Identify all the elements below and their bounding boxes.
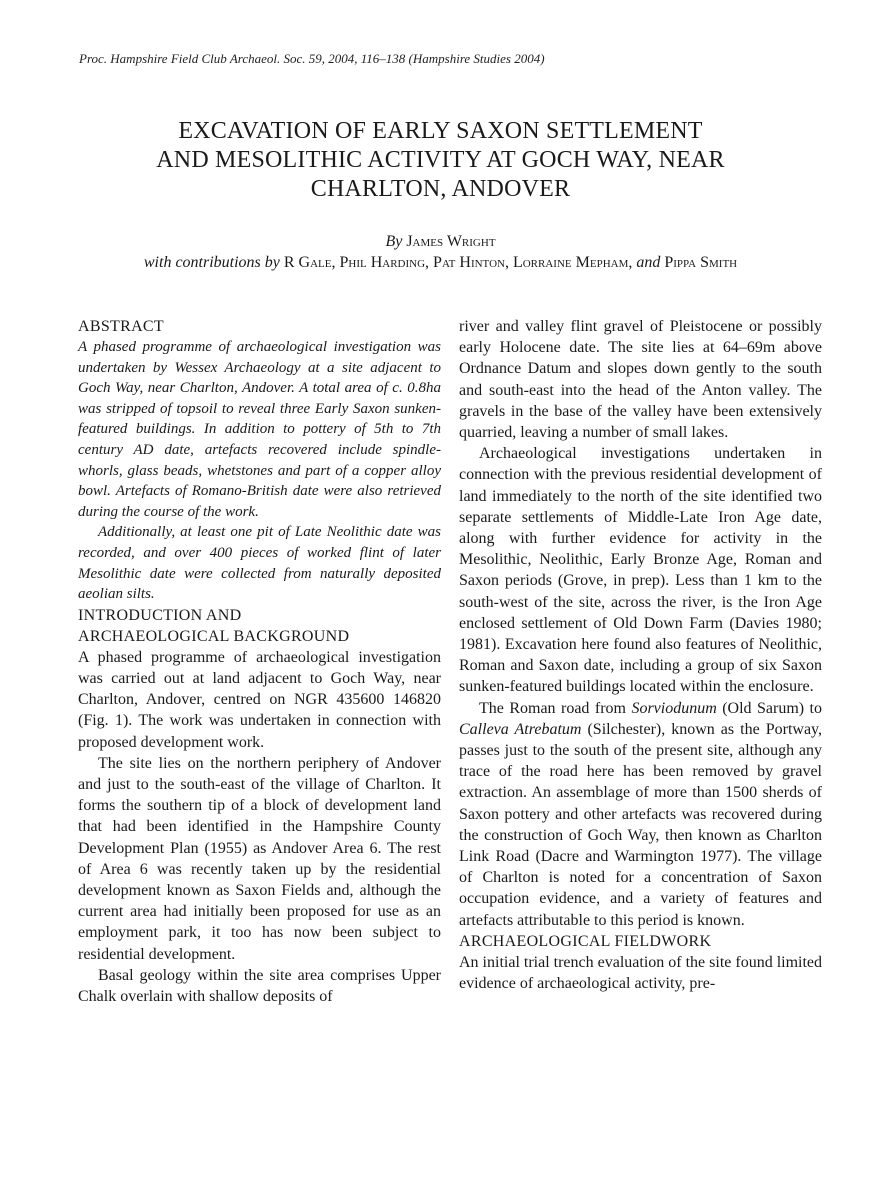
and-word: and [636, 254, 661, 271]
author-line [80, 232, 801, 252]
separator: , [425, 254, 434, 271]
contributor-name: Pippa Smith [664, 254, 738, 271]
body-paragraph: Basal geology within the site area comprises Upper Chalk overlain with shallow deposits of [78, 966, 441, 1005]
body-paragraph: Archaeological investigations undertaken in connection with the previous residential development of land immediately to the north of the site identified two separate settlements of Middle-Late Iron Age date, along with further evidence for activity in the Mesolithic, Neolithic, Early Bronze Age, Roman and Saxon periods (Grove, in prep). Less than 1 km to the south-west of the site, across the river, is the Iron Age enclosed settlement of Old Down Farm (Davies 1980; 1981). Excavation here found also features of Neolithic, Roman and Saxon date, including a group of six Saxon sunken-featured buildings located within the enclosure. [459, 445, 822, 696]
title-line: AND MESOLITHIC ACTIVITY AT GOCH WAY, NEAR [156, 147, 725, 173]
left-column [78, 316, 441, 1007]
title-line: CHARLTON, ANDOVER [310, 176, 571, 202]
heading-line: ARCHAEOLOGICAL BACKGROUND [78, 627, 350, 645]
abstract-paragraph: A phased programme of archaeological investigation was undertaken by Wessex Archaeology at a site adjacent to Goch Way, near Charlton, Andover. A total area of c. 0.8ha was stripped of topsoil to reveal three Early Saxon sunken-featured buildings. In addition to pottery of 5th to 7th century AD date, artefacts recovered include spindle-whorls, glass beads, whetstones and part of a copper alloy bowl. Artefacts of Romano-British date were also retrieved during the course of the work. [78, 339, 441, 520]
separator: , [628, 254, 637, 271]
separator: , [504, 254, 513, 271]
byline [80, 232, 801, 273]
contributor-name: Pat Hinton [433, 254, 505, 271]
contributor-name: Lorraine Mepham [512, 254, 629, 271]
separator: , [331, 254, 340, 271]
right-column [459, 316, 822, 994]
place-name: Sorviodunum [631, 699, 717, 717]
body-paragraph: The site lies on the northern periphery of Andover and just to the south-east of the village of Charlton. It forms the southern tip of a block of development land that had been identified in the Hampshire County Development Plan (1955) as Andover Area 6. The rest of Area 6 was recently taken up by the residential development known as Saxon Fields and, although the current area had initially been proposed for use as an employment park, it too has now been subject to residential development. [78, 754, 441, 963]
text-run: The Roman road from [479, 699, 632, 717]
abstract-heading: ABSTRACT [78, 318, 164, 335]
text-run: (Old Sarum) to [716, 699, 822, 717]
contributors-line [80, 253, 801, 273]
contributor-name: R Gale [283, 254, 332, 271]
title-line: EXCAVATION OF EARLY SAXON SETTLEMENT [178, 118, 703, 144]
by-word: By [385, 233, 403, 250]
contributor-name: Phil Harding [339, 254, 426, 271]
text-run: (Silchester), known as the Portway, passes just to the south of the present site, although any trace of the road here has been removed by gravel extraction. An assemblage of more than 1500 sherds of Saxon pottery and other artefacts was recovered during the construction of Goch Way, then known as Charlton Link Road (Dacre and Warmington 1977). The village of Charlton is noted for a concentration of Saxon occupation evidence, and a variety of features and artefacts attributable to this period is known. [459, 720, 822, 929]
article-title [80, 117, 801, 204]
body-paragraph [459, 698, 822, 931]
body-paragraph: river and valley flint gravel of Pleistocene or possibly early Holocene date. The site lies at 64–69m above Ordnance Datum and slopes down gently to the south and south-east into the head of the Anton valley. The gravels in the base of the valley have been extensively quarried, leaving a number of small lakes. [459, 318, 822, 442]
heading-line: INTRODUCTION AND [78, 606, 242, 624]
running-head: Proc. Hampshire Field Club Archaeol. Soc. 59, 2004, 116–138 (Hampshire Studies 2004) [79, 51, 545, 66]
author-name: James Wright [406, 233, 496, 250]
body-paragraph: A phased programme of archaeological investigation was carried out at land adjacent to Goch Way, near Charlton, Andover, centred on NGR 435600 146820 (Fig. 1). The work was undertaken in connection with proposed development work. [78, 648, 441, 751]
contributions-intro: with contributions by [143, 254, 280, 271]
fieldwork-heading: ARCHAEOLOGICAL FIELDWORK [459, 932, 712, 950]
body-paragraph: An initial trial trench evaluation of the site found limited evidence of archaeological activity, pre- [459, 953, 823, 993]
place-name: Calleva Atrebatum [459, 720, 582, 738]
introduction-heading [78, 605, 441, 647]
abstract-paragraph: Additionally, at least one pit of Late Neolithic date was recorded, and over 400 pieces of worked flint of later Mesolithic date were collected from naturally deposited aeolian silts. [78, 524, 441, 603]
